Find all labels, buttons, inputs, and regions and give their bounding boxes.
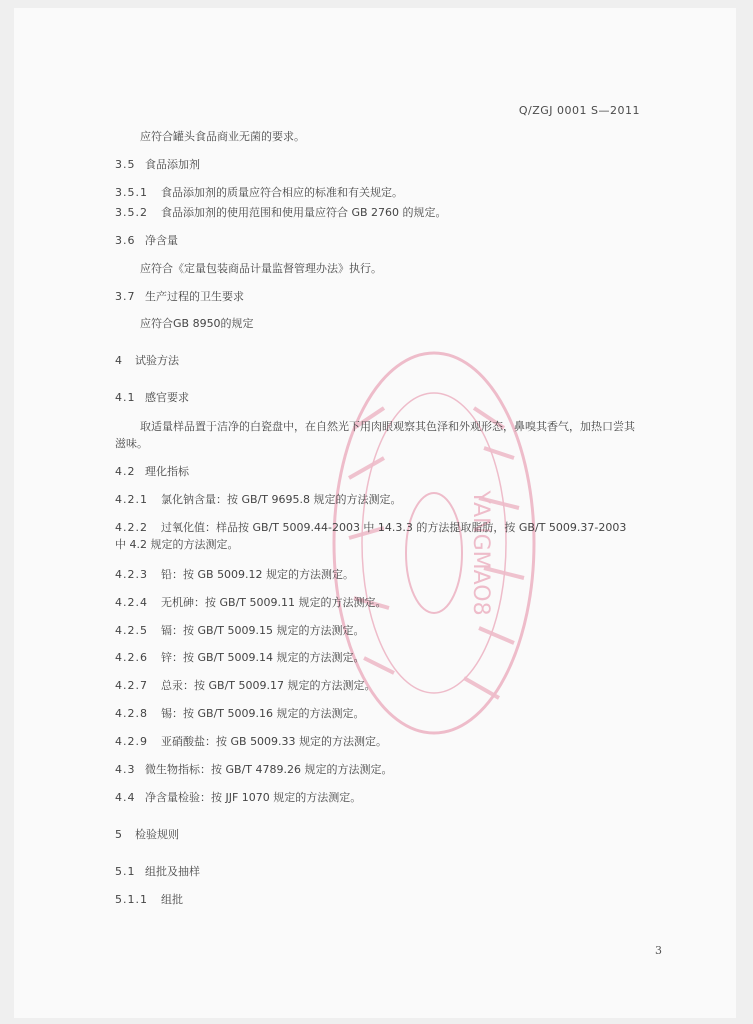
clause-item: 4.2.9 亚硝酸盐：按 GB 5009.33 规定的方法测定。: [115, 735, 388, 748]
clause-item: 4.2.8 锡：按 GB/T 5009.16 规定的方法测定。: [115, 707, 365, 720]
section-heading: 3.6 净含量: [115, 234, 178, 247]
clause-item: 4.2.6 锌：按 GB/T 5009.14 规定的方法测定。: [115, 651, 365, 664]
standard-code: Q/ZGJ 0001 S—2011: [518, 104, 640, 117]
clause-item: 4.2.7 总汞：按 GB/T 5009.17 规定的方法测定。: [115, 679, 376, 692]
clause-item: 5.1.1 组批: [115, 893, 183, 906]
clause-item: 3.5.2 食品添加剂的使用范围和使用量应符合 GB 2760 的规定。: [115, 206, 447, 219]
section-heading: 4.1 感官要求: [115, 391, 189, 404]
clause-item: 4.2.4 无机砷：按 GB/T 5009.11 规定的方法测定。: [115, 596, 387, 609]
section-heading: 3.7 生产过程的卫生要求: [115, 290, 244, 303]
paragraph-text: 应符合《定量包装商品计量监督管理办法》执行。: [140, 262, 382, 275]
svg-text:YANGMAO8: YANGMAO8: [468, 490, 493, 616]
clause-item: 4.2.2 过氧化值：样品按 GB/T 5009.44-2003 中 14.3.3 的方法提取脂肪，按 GB/T 5009.37-2003 中 4.2 规定的方法测定。: [115, 521, 627, 551]
paragraph-text: 取适量样品置于洁净的白瓷盘中，在自然光下用肉眼观察其色泽和外观形态，鼻嗅其香气，加热口尝其滋味。: [115, 420, 635, 450]
clause-item: 4.4 净含量检验：按 JJF 1070 规定的方法测定。: [115, 791, 362, 804]
page-number: 3: [655, 944, 662, 957]
section-heading: 5.1 组批及抽样: [115, 865, 200, 878]
document-page: [14, 8, 736, 1018]
chapter-heading: 4 试验方法: [115, 354, 179, 367]
chapter-heading: 5 检验规则: [115, 828, 179, 841]
section-heading: 3.5 食品添加剂: [115, 158, 200, 171]
clause-item: 4.2.1 氯化钠含量：按 GB/T 9695.8 规定的方法测定。: [115, 493, 402, 506]
section-heading: 4.2 理化指标: [115, 465, 189, 478]
paragraph-text: 应符合罐头食品商业无菌的要求。: [140, 130, 305, 143]
clause-item: 3.5.1 食品添加剂的质量应符合相应的标准和有关规定。: [115, 186, 403, 199]
clause-item: 4.2.3 铅：按 GB 5009.12 规定的方法测定。: [115, 568, 355, 581]
clause-item: 4.3 微生物指标：按 GB/T 4789.26 规定的方法测定。: [115, 763, 393, 776]
paragraph-text: 应符合GB 8950的规定: [140, 317, 254, 330]
clause-item: 4.2.5 镉：按 GB/T 5009.15 规定的方法测定。: [115, 624, 365, 637]
